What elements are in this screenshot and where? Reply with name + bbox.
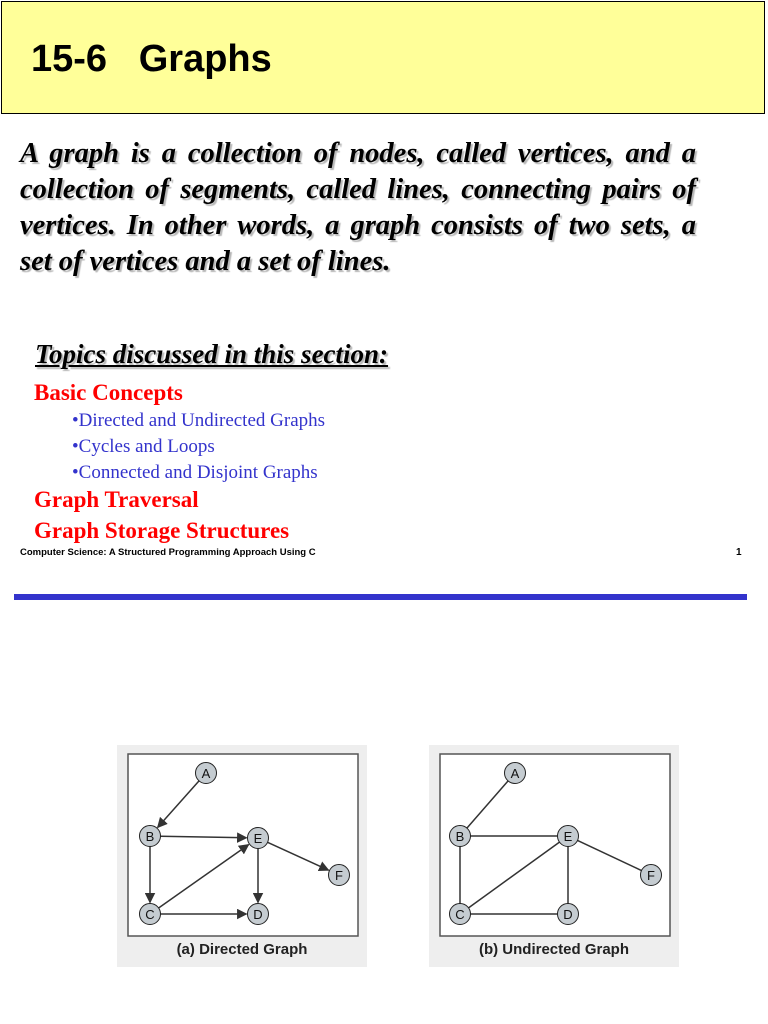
directed-graph-caption: (a) Directed Graph <box>176 941 308 958</box>
vertex-label-C: C <box>145 907 155 922</box>
subtopic-connected-disjoint: •Connected and Disjoint Graphs <box>72 462 318 483</box>
vertex-label-F: F <box>647 868 655 883</box>
vertex-label-B: B <box>455 829 465 844</box>
topic-basic-concepts: Basic Concepts <box>34 380 183 405</box>
slide-title: 15-6 Graphs <box>31 38 272 80</box>
topic-graph-traversal: Graph Traversal <box>34 487 199 512</box>
subtopic-directed-undirected: •Directed and Undirected Graphs <box>72 410 326 431</box>
topics-heading: Topics discussed in this section: <box>35 339 389 369</box>
footer-text: Computer Science: A Structured Programming Approach Using C <box>20 547 316 558</box>
vertex-label-E: E <box>563 829 573 844</box>
graph-definition: A graph is a collection of nodes, called vertices, and a collection of segments, called lines, connecting pairs of vertices. In other words, a graph consists of two sets, a set of vertices and a set of lines. <box>20 138 696 277</box>
slide-divider <box>14 594 747 600</box>
vertex-label-C: C <box>455 907 465 922</box>
undirected-graph-caption: (b) Undirected Graph <box>478 941 630 958</box>
vertex-label-A: A <box>510 766 520 781</box>
slide-title-box <box>1 1 765 114</box>
figure-frame <box>128 754 358 936</box>
subtopic-cycles-loops: •Cycles and Loops <box>72 436 215 457</box>
vertex-label-E: E <box>253 831 263 846</box>
undirected-graph-figure <box>429 745 679 967</box>
directed-graph-figure <box>117 745 367 967</box>
page-number: 1 <box>736 547 742 558</box>
vertex-label-F: F <box>335 868 343 883</box>
vertex-label-D: D <box>563 907 573 922</box>
vertex-label-B: B <box>145 829 155 844</box>
vertex-label-A: A <box>201 766 211 781</box>
vertex-label-D: D <box>253 907 263 922</box>
topic-graph-storage: Graph Storage Structures <box>34 518 290 543</box>
